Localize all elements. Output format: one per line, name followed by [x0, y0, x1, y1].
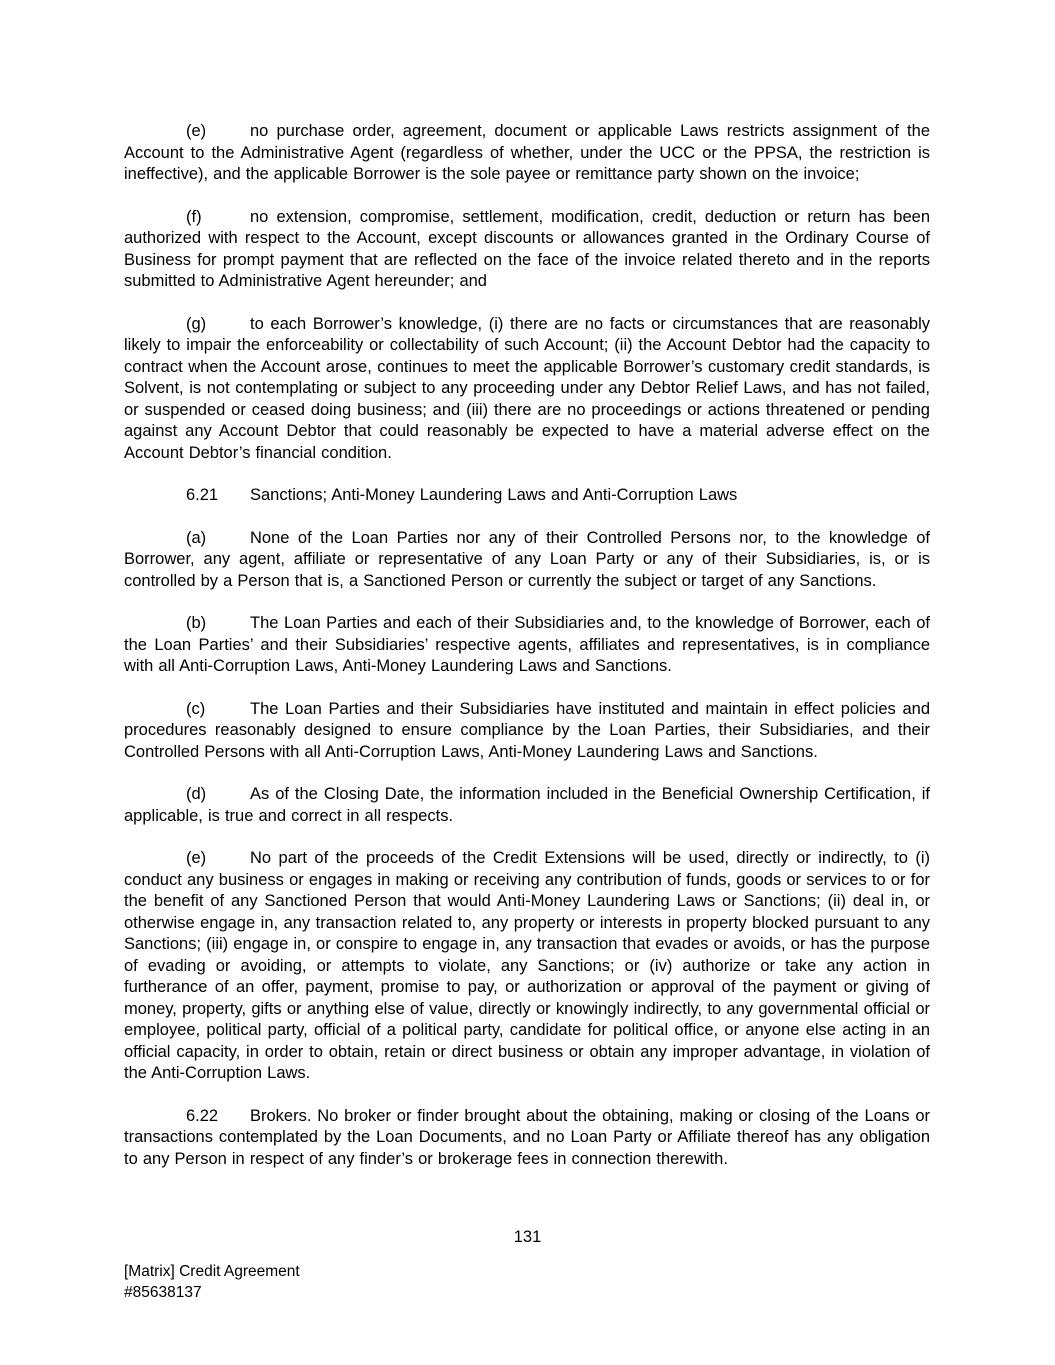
paragraph-account-e [124, 121, 930, 186]
section-number: 6.21 [186, 486, 219, 504]
paragraph-text: No part of the proceeds of the Credit Extensions will be used, directly or indirectly, to (i) conduct any business or engages in making or receiving any contribution of funds, goods or services to or for the benefit of any Sanctioned Person that would Anti-Money Laundering Laws or Sanctions; (ii) deal in, or otherwise engage in, any transaction related to, any property or interests in property blocked pursuant to any Sanctions; (iii) engage in, or conspire to engage in, any transaction that evades or avoids, or has the purpose of evading or avoiding, or attempts to violate, any Sanctions; or (iv) authorize or take any action in furtherance of an offer, payment, promise to pay, or authorization or approval of the payment or giving of money, property, gifts or anything else of value, directly or knowingly indirectly, to any governmental official or employee, political party, official of a political party, candidate for political office, or anyone else acting in an official capacity, in order to obtain, retain or direct business or obtain any improper advantage, in violation of the Anti-Corruption Laws. [124, 849, 930, 1082]
paragraph-text: Brokers. No broker or finder brought about the obtaining, making or closing of the Loans or transactions contemplated by the Loan Documents, and no Loan Party or Affiliate thereof has any obligation to any Person in respect of any finder’s or brokerage fees in connection therewith. [124, 1106, 930, 1168]
paragraph-text: The Loan Parties and each of their Subsidiaries and, to the knowledge of Borrower, each of the Loan Parties’ and their Subsidiaries’ respective agents, affiliates and representatives, is in compliance with all Anti-Corruption Laws, Anti-Money Laundering Laws and Sanctions. [124, 614, 930, 675]
paragraph-sanctions-b [124, 613, 930, 678]
section-paragraph-6-22-brokers [124, 1106, 930, 1171]
paragraph-text: no extension, compromise, settlement, modification, credit, deduction or return has been authorized with respect to the Account, except discounts or allowances granted in the Ordinary Course of Business for prompt payment that are reflected on the face of the invoice related thereto and in the reports submitted to Administrative Agent hereunder; and [124, 207, 930, 290]
paragraph-account-f [124, 207, 930, 293]
paragraph-sanctions-e [124, 848, 930, 1085]
footer-document-title: [Matrix] Credit Agreement [124, 1263, 300, 1280]
paragraph-label: (a) [186, 528, 207, 547]
paragraph-sanctions-a [124, 528, 930, 593]
paragraph-sanctions-d [124, 784, 930, 827]
paragraph-text: As of the Closing Date, the information included in the Beneficial Ownership Certification, if applicable, is true and correct in all respects. [124, 785, 930, 825]
paragraph-label: (e) [186, 122, 207, 140]
paragraph-label: (e) [186, 849, 207, 867]
footer-document-id: #85638137 [124, 1284, 202, 1301]
paragraph-label: (g) [186, 314, 207, 333]
paragraph-text: The Loan Parties and their Subsidiaries have instituted and maintain in effect policies and procedures reasonably designed to ensure compliance by the Loan Parties, their Subsidiaries, and their Controlled Persons with all Anti-Corruption Laws, Anti-Money Laundering Laws and Sanctions. [124, 699, 930, 761]
page-number: 131 [513, 1228, 542, 1246]
document-body [124, 121, 930, 1170]
paragraph-label: (d) [186, 785, 207, 803]
section-heading-6-21 [124, 485, 930, 507]
paragraph-account-g [124, 314, 930, 465]
paragraph-label: (c) [186, 699, 206, 718]
paragraph-text: None of the Loan Parties nor any of their Controlled Persons nor, to the knowledge of Borrower, any agent, affiliate or representative of any Loan Party or any of their Subsidiaries, is, or is controlled by a Person that is, a Sanctioned Person or currently the subject or target of any Sanctions. [124, 528, 930, 590]
paragraph-text: to each Borrower’s knowledge, (i) there are no facts or circumstances that are reasonably likely to impair the enforceability or collectability of such Account; (ii) the Account Debtor had the capacity to contract when the Account arose, continues to meet the applicable Borrower’s customary credit standards, is Solvent, is not contemplating or subject to any proceeding under any Debtor Relief Laws, and has not failed, or suspended or ceased doing business; and (iii) there are no proceedings or actions threatened or pending against any Account Debtor that could reasonably be expected to have a material adverse effect on the Account Debtor’s financial condition. [124, 314, 930, 462]
paragraph-label: (f) [186, 207, 202, 226]
paragraph-text: no purchase order, agreement, document or applicable Laws restricts assignment of the Account to the Administrative Agent (regardless of whether, under the UCC or the PPSA, the restriction is ineffective), and the applicable Borrower is the sole payee or remittance party shown on the invoice; [124, 122, 930, 183]
paragraph-label: (b) [186, 614, 207, 632]
section-title: Sanctions; Anti-Money Laundering Laws and Anti-Corruption Laws [250, 486, 738, 504]
paragraph-sanctions-c [124, 699, 930, 764]
page-footer [124, 1261, 300, 1303]
section-number: 6.22 [186, 1106, 219, 1125]
